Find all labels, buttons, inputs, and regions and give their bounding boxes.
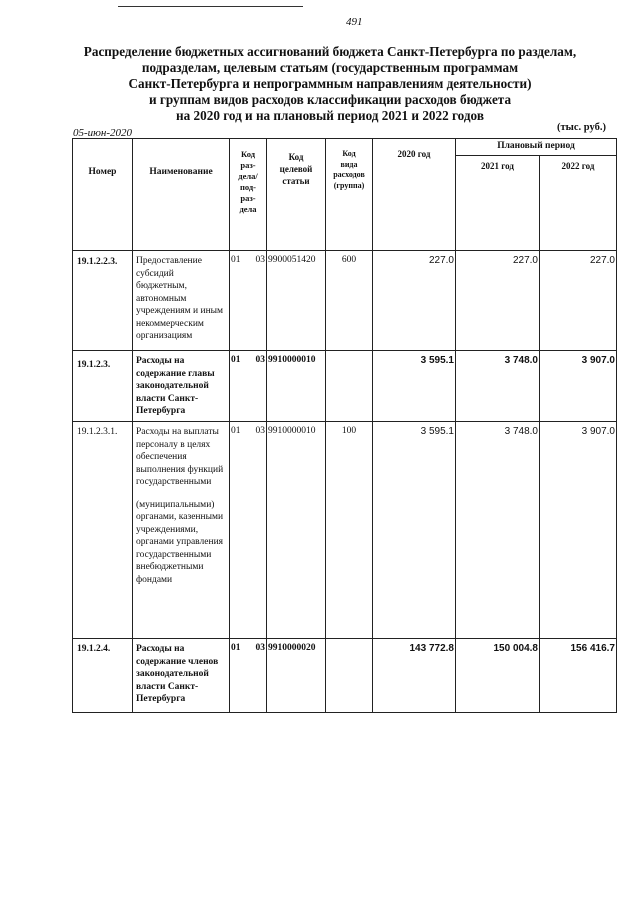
header-group-line: (группа): [333, 180, 365, 190]
header-group-line: расходов: [333, 170, 365, 179]
header-group-line: вида: [340, 159, 358, 169]
subsection-code: 03: [255, 426, 265, 436]
row-name-part: Расходы на выплаты персоналу в целях обеспечения выполнения функций государственными: [136, 427, 224, 487]
header-plan-period: Плановый период: [456, 139, 617, 156]
row-2021: 150 004.8: [456, 639, 540, 713]
header-section-line: раз-: [240, 160, 256, 170]
row-number: 19.1.2.3.: [73, 351, 133, 422]
row-2021: 227.0: [456, 251, 540, 351]
row-number: 19.1.2.4.: [73, 639, 133, 713]
unit-label: (тыс. руб.): [557, 122, 606, 133]
title-line: Санкт-Петербурга и непрограммным направлениям деятельности): [128, 76, 532, 91]
row-2020: 3 595.1: [373, 351, 456, 422]
row-name-part: (муниципальными) органами, казенными учреждениями, органами управления государственными внебюджетными фондами: [136, 499, 224, 585]
row-name: [133, 422, 230, 639]
row-name: Расходы на содержание главы законодательной власти Санкт-Петербурга: [133, 351, 230, 422]
row-2021: 3 748.0: [456, 351, 540, 422]
header-year-2021: 2021 год: [456, 156, 540, 251]
table-row: [73, 422, 617, 639]
document-date: 05-июн-2020: [73, 127, 133, 139]
row-2022: 3 907.0: [540, 351, 617, 422]
row-target: 9900051420: [267, 251, 326, 351]
row-2020: 227.0: [373, 251, 456, 351]
header-section-line: раз-: [240, 193, 256, 203]
row-section: [230, 351, 267, 422]
row-section: [230, 639, 267, 713]
header-section-line: Код: [240, 149, 256, 159]
row-number: 19.1.2.3.1.: [73, 422, 133, 639]
header-row: [73, 139, 617, 156]
section-code: 01: [231, 426, 241, 436]
row-name: Предоставление субсидий бюджетным, автономным учреждениям и иным некоммерческим организациям: [133, 251, 230, 351]
table-row: [73, 639, 617, 713]
header-target-line: целевой: [279, 164, 313, 174]
title-line: на 2020 год и на плановый период 2021 и 2022 годов: [176, 108, 484, 123]
title-line: Распределение бюджетных ассигнований бюджета Санкт-Петербурга по разделам,: [83, 44, 577, 59]
row-2020: 143 772.8: [373, 639, 456, 713]
row-target: 9910000010: [267, 351, 326, 422]
header-number: Номер: [73, 139, 133, 251]
top-rule: [118, 6, 303, 7]
row-target: 9910000020: [267, 639, 326, 713]
row-name: Расходы на содержание членов законодательной власти Санкт-Петербурга: [133, 639, 230, 713]
header-target-code: [267, 139, 326, 251]
row-target: 9910000010: [267, 422, 326, 639]
header-section-line: дела: [239, 204, 257, 214]
document-title: [60, 44, 600, 124]
subsection-code: 03: [255, 643, 265, 653]
header-target-line: Код: [288, 152, 304, 162]
row-2022: 3 907.0: [540, 422, 617, 639]
row-2022: 156 416.7: [540, 639, 617, 713]
row-2020: 3 595.1: [373, 422, 456, 639]
table-row: [73, 251, 617, 351]
row-2021: 3 748.0: [456, 422, 540, 639]
row-name-gap: [136, 489, 227, 499]
row-group: [326, 351, 373, 422]
header-section-code: [230, 139, 267, 251]
page-number: 491: [346, 16, 363, 28]
subsection-code: 03: [255, 355, 265, 365]
header-name: Наименование: [133, 139, 230, 251]
row-group: 100: [326, 422, 373, 639]
title-line: подразделам, целевым статьям (государственным программам: [141, 60, 519, 75]
section-code: 01: [231, 643, 241, 653]
header-group-code: [326, 139, 373, 251]
row-group: 600: [326, 251, 373, 351]
subsection-code: 03: [255, 255, 265, 265]
row-section: [230, 422, 267, 639]
header-group-line: Код: [342, 149, 356, 158]
row-2022: 227.0: [540, 251, 617, 351]
table-row: [73, 351, 617, 422]
budget-table: [72, 138, 617, 713]
header-target-line: статьи: [282, 176, 310, 186]
row-number: 19.1.2.2.3.: [73, 251, 133, 351]
header-section-line: дела/: [238, 171, 258, 181]
header-year-2022: 2022 год: [540, 156, 617, 251]
section-code: 01: [231, 355, 241, 365]
title-line: и группам видов расходов классификации расходов бюджета: [148, 92, 512, 107]
row-group: [326, 639, 373, 713]
header-year-2020: 2020 год: [373, 139, 456, 251]
section-code: 01: [231, 255, 241, 265]
row-section: [230, 251, 267, 351]
header-section-line: под-: [239, 182, 257, 192]
